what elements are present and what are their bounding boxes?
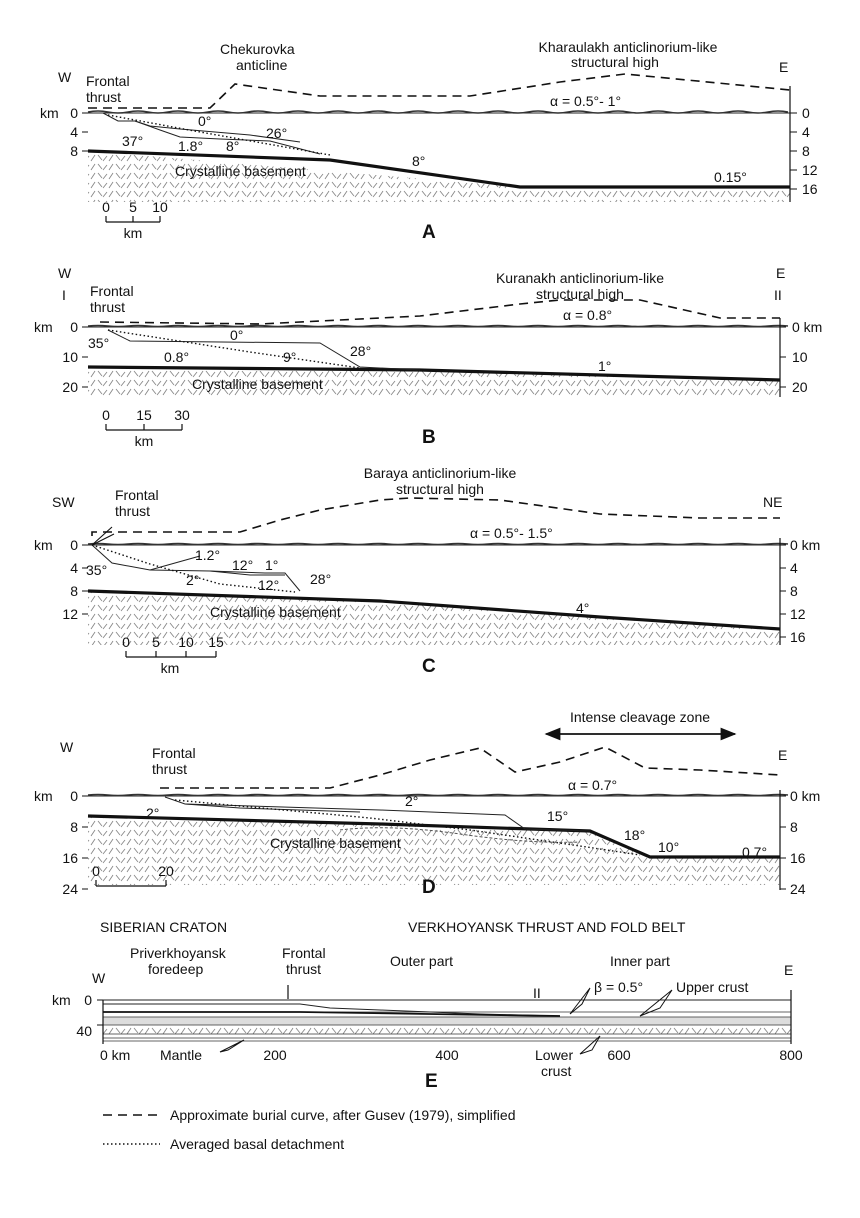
- x-tick: 0 km: [100, 1047, 131, 1063]
- right-tick: 20: [792, 379, 808, 395]
- x-tick: 800: [779, 1047, 803, 1063]
- right-tick: 4: [790, 560, 798, 576]
- panel-b: [34, 265, 822, 449]
- angle-label: 0°: [230, 327, 244, 343]
- scale-bar-b: [106, 424, 182, 430]
- panel-letter: A: [422, 222, 436, 243]
- left-tick: 12: [62, 606, 78, 622]
- west-label: W: [58, 265, 72, 281]
- west-label: W: [60, 739, 74, 755]
- scale-tick: 5: [129, 199, 137, 215]
- west-label: SW: [52, 494, 75, 510]
- frontal-thrust-label-2: thrust: [286, 961, 322, 977]
- right-tick: 10: [792, 349, 808, 365]
- left-tick: 8: [70, 143, 78, 159]
- east-label: E: [779, 59, 789, 75]
- angle-label: 12°: [258, 577, 280, 593]
- left-tick: 4: [70, 124, 78, 140]
- west-label: W: [92, 970, 106, 986]
- angle-label: 37°: [122, 133, 144, 149]
- left-tick: 24: [62, 881, 78, 897]
- angle-label: 35°: [88, 335, 110, 351]
- basement-label: Crystalline basement: [175, 163, 306, 179]
- lower-crust-label: Lower: [535, 1047, 574, 1063]
- right-tick: 0 km: [792, 319, 823, 335]
- angle-label: 18°: [624, 827, 646, 843]
- right-tick: 16: [802, 181, 818, 197]
- outer-part-label: Outer part: [390, 953, 454, 969]
- left-tick: 0: [70, 788, 78, 804]
- panel-letter: B: [422, 427, 436, 448]
- frontal-thrust-label: Frontal: [90, 283, 134, 299]
- mantle-label: Mantle: [160, 1047, 203, 1063]
- angle-label: 1°: [265, 557, 279, 573]
- section-marker: II: [533, 985, 541, 1001]
- east-label: E: [778, 747, 788, 763]
- right-tick: 0 km: [790, 788, 821, 804]
- angle-label: 2°: [405, 793, 419, 809]
- angle-label: 0.8°: [164, 349, 190, 365]
- angle-label: 0°: [198, 113, 212, 129]
- belt-label: VERKHOYANSK THRUST AND FOLD BELT: [408, 919, 686, 935]
- left-tick: 0: [84, 992, 92, 1008]
- depth-prefix: km: [34, 788, 53, 804]
- basement-label: Crystalline basement: [192, 376, 323, 392]
- right-tick: 4: [802, 124, 810, 140]
- beta-label: β = 0.5°: [594, 979, 644, 995]
- right-tick: 16: [790, 850, 806, 866]
- panel-e: [52, 919, 803, 1092]
- angle-label: 1°: [598, 358, 612, 374]
- basement-label: Crystalline basement: [270, 835, 401, 851]
- scale-tick: 10: [178, 634, 194, 650]
- angle-label: 0.15°: [714, 169, 747, 185]
- panel-letter: C: [422, 656, 436, 677]
- left-tick: 10: [62, 349, 78, 365]
- alpha-label: α = 0.5°- 1.5°: [470, 525, 553, 541]
- scale-tick: 30: [174, 407, 190, 423]
- depth-prefix: km: [40, 105, 59, 121]
- right-tick: 0: [802, 105, 810, 121]
- angle-label: 28°: [350, 343, 372, 359]
- angle-label: 0.7°: [742, 844, 768, 860]
- left-tick: 8: [70, 819, 78, 835]
- frontal-thrust-label-2: thrust: [90, 299, 126, 315]
- scale-unit: km: [123, 225, 143, 241]
- panel-letter: E: [425, 1071, 438, 1092]
- right-tick: 12: [802, 162, 818, 178]
- scale-tick: 0: [102, 199, 110, 215]
- angle-label: 26°: [266, 125, 288, 141]
- upper-crust-label: Upper crust: [676, 979, 749, 995]
- frontal-thrust-label-2: thrust: [115, 503, 151, 519]
- scale-tick: 15: [136, 407, 152, 423]
- right-tick: 12: [790, 606, 806, 622]
- scale-tick: 10: [152, 199, 168, 215]
- left-tick: 20: [62, 379, 78, 395]
- scale-tick: 0: [122, 634, 130, 650]
- depth-prefix: km: [52, 992, 71, 1008]
- left-tick: 0: [70, 105, 78, 121]
- angle-label: 4°: [576, 600, 590, 616]
- scale-tick: 15: [208, 634, 224, 650]
- angle-label: 1.8°: [178, 138, 204, 154]
- right-tick: 8: [802, 143, 810, 159]
- scale-tick: 5: [152, 634, 160, 650]
- lower-crust-label-2: crust: [541, 1063, 572, 1079]
- frontal-thrust-label-2: thrust: [86, 89, 122, 105]
- east-label: NE: [763, 494, 783, 510]
- west-label: W: [58, 69, 72, 85]
- right-tick: 0 km: [790, 537, 821, 553]
- scale-unit: km: [134, 433, 154, 449]
- right-tick: 24: [790, 881, 806, 897]
- panel-d: [34, 709, 820, 898]
- depth-prefix: km: [34, 319, 53, 335]
- cleavage-zone-label: Intense cleavage zone: [569, 709, 711, 725]
- angle-label: 2°: [186, 572, 200, 588]
- x-tick: 400: [435, 1047, 459, 1063]
- left-tick: 40: [76, 1023, 92, 1039]
- east-label: E: [776, 265, 786, 281]
- angle-label: 28°: [310, 571, 332, 587]
- high-label: Baraya anticlinorium-like: [363, 465, 517, 481]
- angle-label: 15°: [547, 808, 569, 824]
- panel-c: [34, 465, 820, 677]
- high-label: Kuranakh anticlinorium-like: [495, 270, 665, 286]
- angle-label: 35°: [86, 562, 108, 578]
- x-tick: 600: [607, 1047, 631, 1063]
- scale-bar-a: [106, 216, 160, 222]
- foredeep-label: Priverkhoyansk: [130, 945, 226, 961]
- scale-tick: 0: [92, 863, 100, 879]
- angle-label: 1.2°: [195, 547, 221, 563]
- section-marker: I: [62, 287, 66, 303]
- depth-prefix: km: [34, 537, 53, 553]
- legend-detachment-label: Averaged basal detachment: [170, 1136, 345, 1152]
- alpha-label: α = 0.8°: [563, 307, 613, 323]
- high-label-2: structural high: [571, 54, 659, 70]
- left-tick: 8: [70, 583, 78, 599]
- angle-label: 2°: [146, 805, 160, 821]
- panel-a: [40, 39, 818, 243]
- basement-label: Crystalline basement: [210, 604, 341, 620]
- alpha-label: α = 0.7°: [568, 777, 618, 793]
- angle-label: 12°: [232, 557, 254, 573]
- angle-label: 10°: [658, 839, 680, 855]
- scale-unit: km: [160, 660, 180, 676]
- legend: [103, 1107, 515, 1152]
- angle-label: 9°: [283, 349, 297, 365]
- angle-label: 8°: [226, 138, 240, 154]
- inner-part-label: Inner part: [610, 953, 670, 969]
- frontal-thrust-label: Frontal: [86, 73, 130, 89]
- scale-tick: 20: [158, 863, 174, 879]
- foredeep-label-2: foredeep: [148, 961, 204, 977]
- frontal-thrust-label: Frontal: [282, 945, 326, 961]
- alpha-label: α = 0.5°- 1°: [550, 93, 622, 109]
- frontal-thrust-label: Frontal: [115, 487, 159, 503]
- high-label-2: structural high: [536, 286, 624, 302]
- left-tick: 16: [62, 850, 78, 866]
- left-tick: 0: [70, 537, 78, 553]
- frontal-thrust-label-2: thrust: [152, 761, 188, 777]
- right-tick: 16: [790, 629, 806, 645]
- scale-tick: 0: [102, 407, 110, 423]
- anticline-label-2: anticline: [236, 57, 288, 73]
- left-tick: 0: [70, 319, 78, 335]
- left-tick: 4: [70, 560, 78, 576]
- angle-label: 8°: [412, 153, 426, 169]
- high-label: Kharaulakh anticlinorium-like: [538, 39, 718, 55]
- scale-bar-c: [126, 651, 216, 657]
- east-label: E: [784, 962, 794, 978]
- right-tick: 8: [790, 819, 798, 835]
- right-tick: 8: [790, 583, 798, 599]
- section-marker: II: [774, 287, 782, 303]
- craton-label: SIBERIAN CRATON: [100, 919, 228, 935]
- x-tick: 200: [263, 1047, 287, 1063]
- anticline-label: Chekurovka: [220, 41, 295, 57]
- legend-burial-label: Approximate burial curve, after Gusev (1979), simplified: [170, 1107, 516, 1123]
- panel-letter: D: [422, 877, 436, 898]
- frontal-thrust-label: Frontal: [152, 745, 196, 761]
- high-label-2: structural high: [396, 481, 484, 497]
